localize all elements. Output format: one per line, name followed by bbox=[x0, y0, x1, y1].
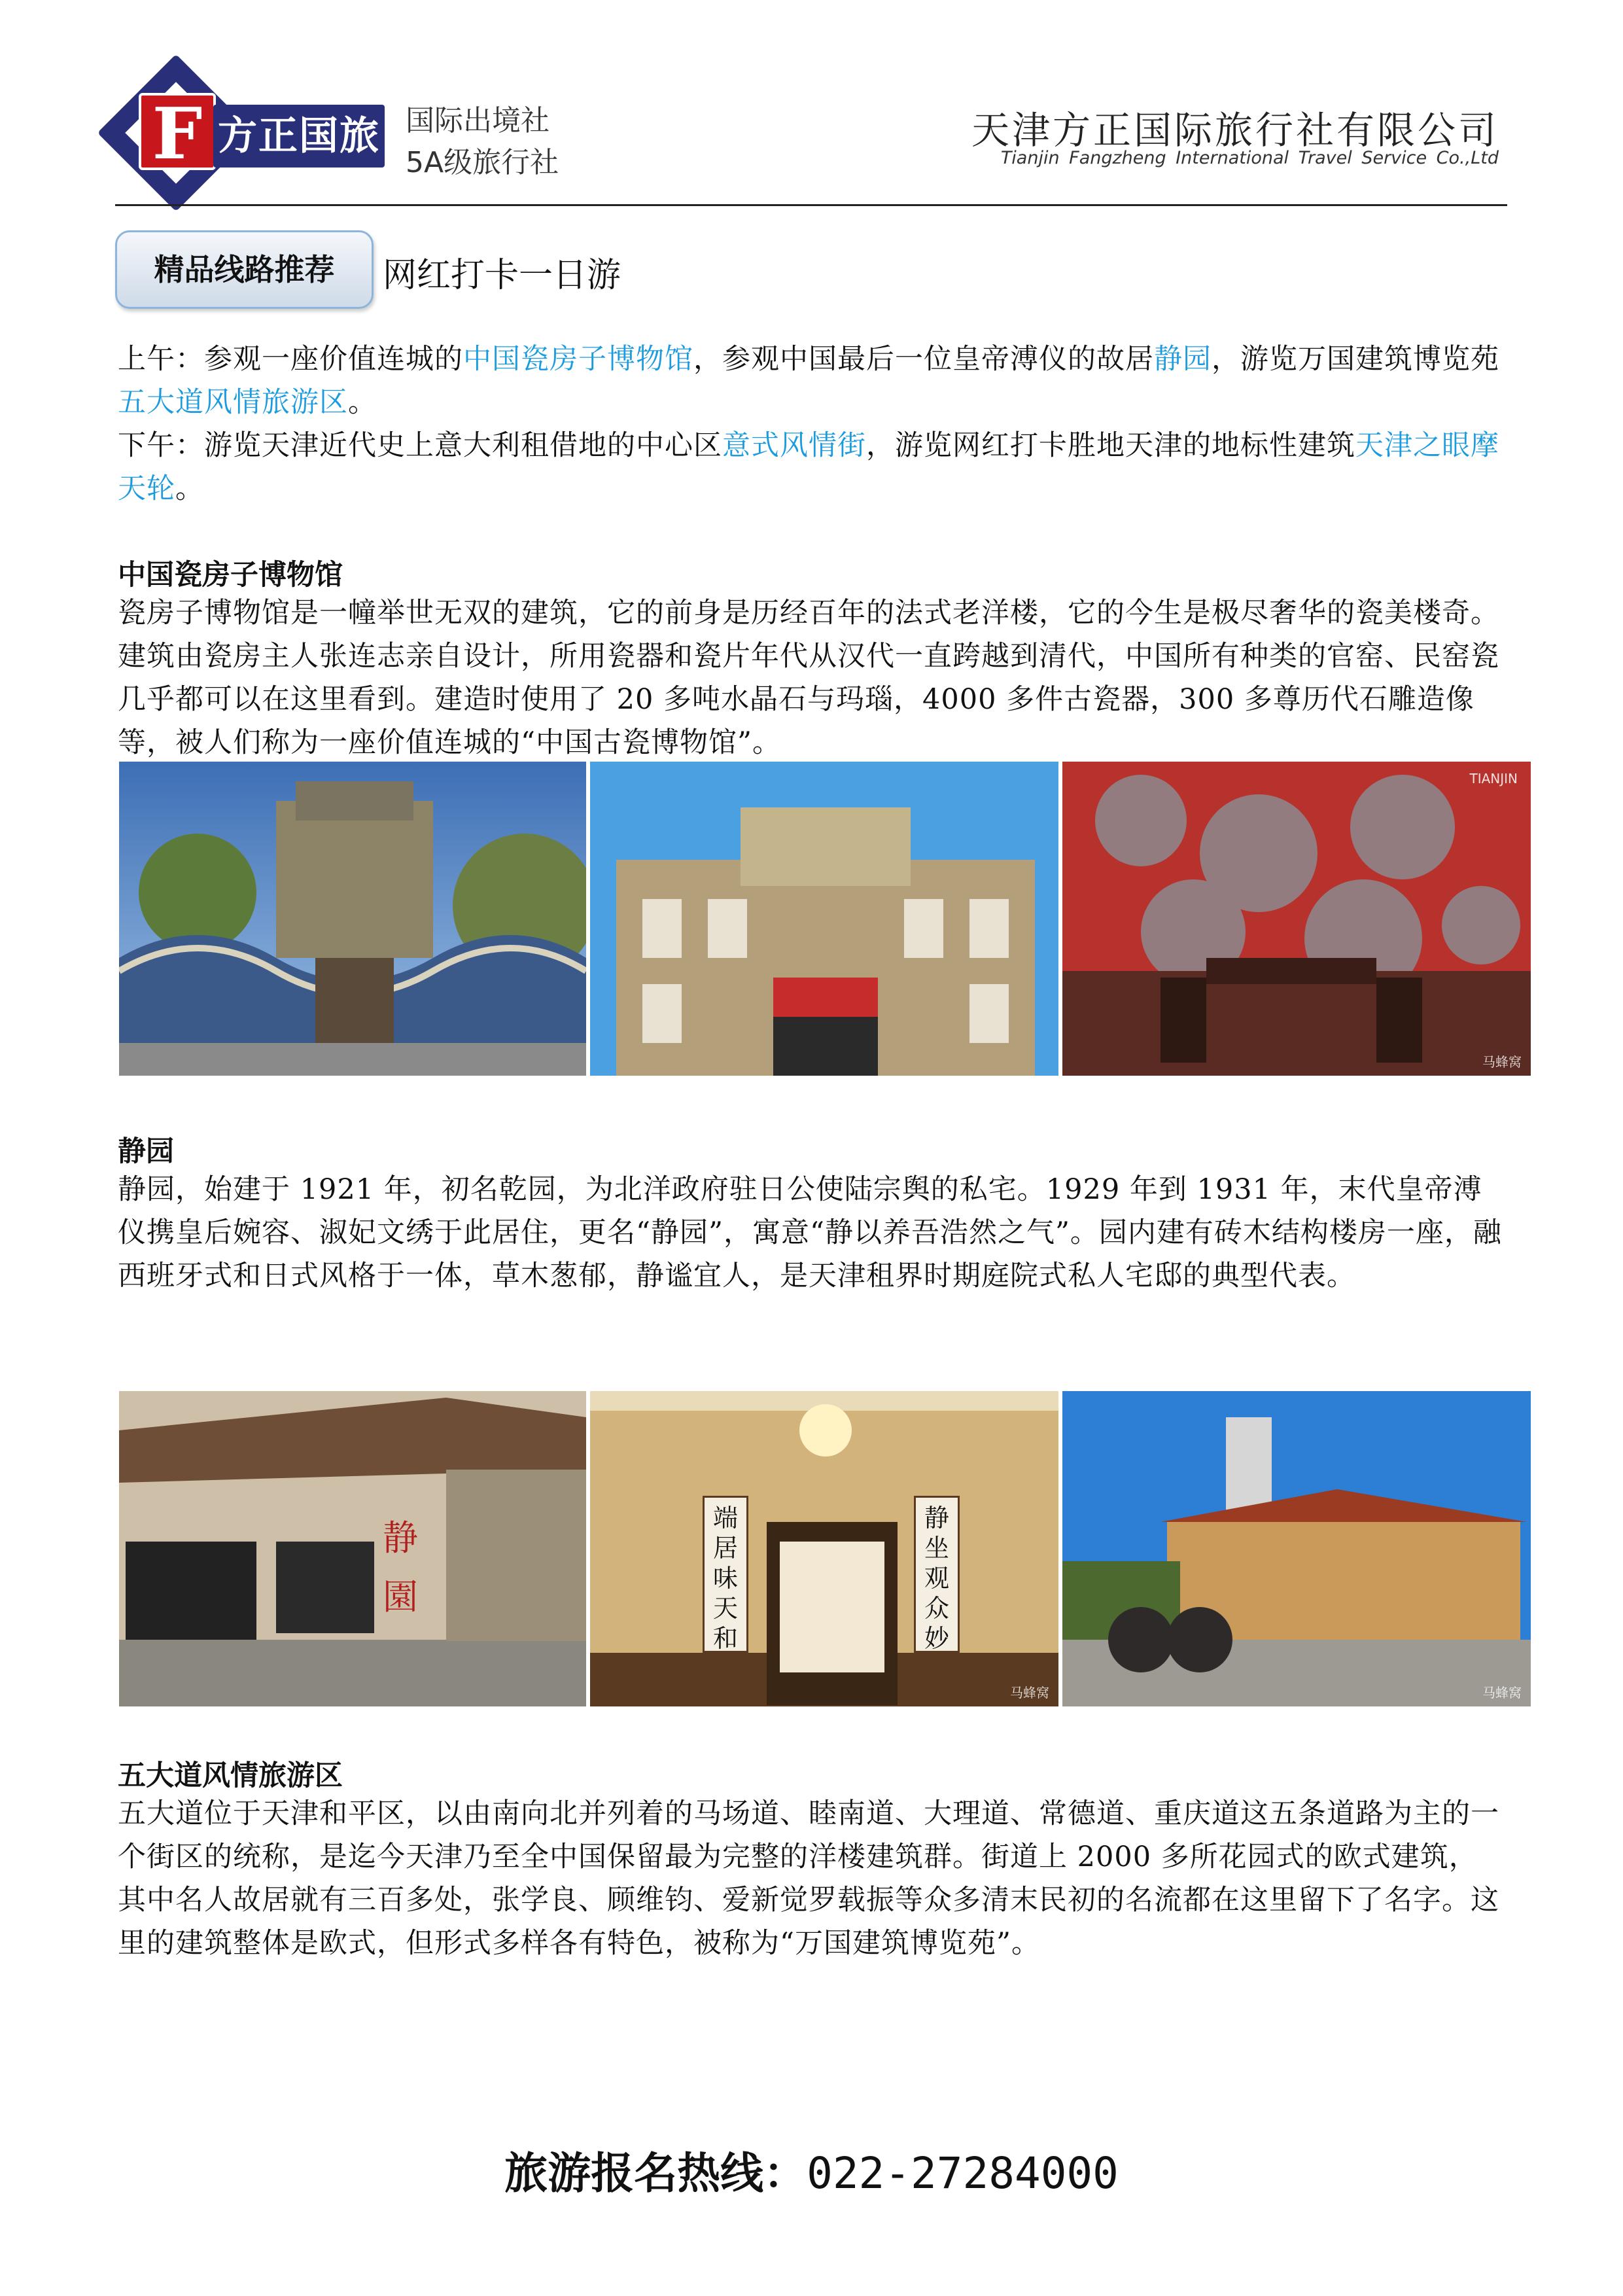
highlight-jingyuan: 静园 bbox=[1154, 343, 1212, 376]
photo-watermark: 马蜂窝 bbox=[1010, 1685, 1049, 1701]
highlight-tianjin-eye: 天津之眼摩天轮 bbox=[118, 429, 1499, 505]
photo-porcelain-facade bbox=[590, 762, 1058, 1076]
section-text-jingyuan: 静园，始建于 1921 年，初名乾园，为北洋政府驻日公使陆宗舆的私宅。1929 年到 1931 年，末代皇帝溥仪携皇后婉容、淑妃文绣于此居住，更名“静园”，寓意“静以养吾浩然之气”。园内建有砖木结构楼房一座，融西班牙式和日式风格于一体，草木葱郁，静谧宜人，是天津租界时期庭院式私人宅邸的典型代表。 bbox=[118, 1173, 1502, 1292]
itinerary-text: ，参观中国最后一位皇帝溥仪的故居 bbox=[693, 343, 1154, 376]
itinerary bbox=[118, 338, 1505, 510]
hotline-number: 022-27284000 bbox=[807, 2148, 1119, 2199]
highlight-five-avenues: 五大道风情旅游区 bbox=[118, 386, 348, 419]
route-tag: 精品线路推荐 bbox=[115, 230, 374, 309]
photo-caption: TIANJIN bbox=[1469, 771, 1518, 786]
photo-porcelain-interior bbox=[1062, 762, 1531, 1076]
highlight-italian-street: 意式风情街 bbox=[722, 429, 866, 462]
itinerary-text: 下午：游览天津近代史上意大利租借地的中心区 bbox=[118, 429, 722, 462]
company-name-en: Tianjin Fangzheng International Travel Service Co.,Ltd bbox=[1000, 148, 1499, 168]
section-text-five-avenues: 五大道位于天津和平区，以由南向北并列着的马场道、睦南道、大理道、常德道、重庆道这五条道路为主的一个街区的统称，是迄今天津乃至全中国保留最为完整的洋楼建筑群。街道上 2000 多所花园式的欧式建筑，其中名人故居就有三百多处，张学良、顾维钧、爱新觉罗载振等众多清末民初的名流都在这里留下了名字。这里的建筑整体是欧式，但形式多样各有特色，被称为“万国建筑博览苑”。 bbox=[118, 1797, 1499, 1960]
photo-watermark: 马蜂窝 bbox=[1482, 1685, 1522, 1701]
itinerary-text: ，游览万国建筑博览苑 bbox=[1212, 343, 1499, 376]
section-heading-five-avenues: 五大道风情旅游区 bbox=[118, 1759, 343, 1792]
company-name-cn: 天津方正国际旅行社有限公司 bbox=[971, 108, 1499, 152]
logo-name: 方正国旅 bbox=[213, 105, 385, 168]
photo-watermark: 马蜂窝 bbox=[1482, 1054, 1522, 1070]
hotline bbox=[0, 2138, 1623, 2200]
logo-subtitle-2: 5A级旅行社 bbox=[406, 146, 559, 179]
photo-porcelain-exterior bbox=[119, 762, 586, 1076]
itinerary-afternoon bbox=[118, 424, 1505, 510]
itinerary-morning bbox=[118, 338, 1505, 424]
itinerary-text: 。 bbox=[348, 386, 377, 419]
logo-subtitle-1: 国际出境社 bbox=[406, 104, 550, 137]
hotline-label: 旅游报名热线： bbox=[504, 2148, 807, 2199]
scroll-right: 静坐观众妙 bbox=[914, 1496, 960, 1653]
photo-jingyuan-gate bbox=[119, 1391, 586, 1706]
header-divider bbox=[115, 204, 1507, 206]
itinerary-text: ，游览网红打卡胜地天津的地标性建筑 bbox=[866, 429, 1355, 462]
photo-jingyuan-hall bbox=[590, 1391, 1058, 1706]
scroll-left: 端居味天和 bbox=[703, 1496, 748, 1653]
route-title: 网红打卡一日游 bbox=[383, 256, 621, 295]
itinerary-text: 上午：参观一座价值连城的 bbox=[118, 343, 463, 376]
logo-letter: F bbox=[139, 93, 216, 170]
section-heading-porcelain: 中国瓷房子博物馆 bbox=[118, 559, 343, 592]
jingyuan-sign: 静園 bbox=[383, 1517, 418, 1617]
section-heading-jingyuan: 静园 bbox=[118, 1135, 174, 1168]
section-text-porcelain: 瓷房子博物馆是一幢举世无双的建筑，它的前身是历经百年的法式老洋楼，它的今生是极尽奢华的瓷美楼奇。 建筑由瓷房主人张连志亲自设计，所用瓷器和瓷片年代从汉代一直跨越到清代，中国所有种类的官窑、民窑瓷几乎都可以在这里看到。建造时使用了 20 多吨水晶石与玛瑙，4000 多件古瓷器，300 多尊历代石雕造像等，被人们称为一座价值连城的“中国古瓷博物馆”。 bbox=[118, 597, 1499, 759]
page-header bbox=[0, 0, 1623, 209]
photo-jingyuan-villa bbox=[1062, 1391, 1531, 1706]
highlight-porcelain-house: 中国瓷房子博物馆 bbox=[463, 343, 693, 376]
itinerary-text: 。 bbox=[175, 472, 204, 505]
